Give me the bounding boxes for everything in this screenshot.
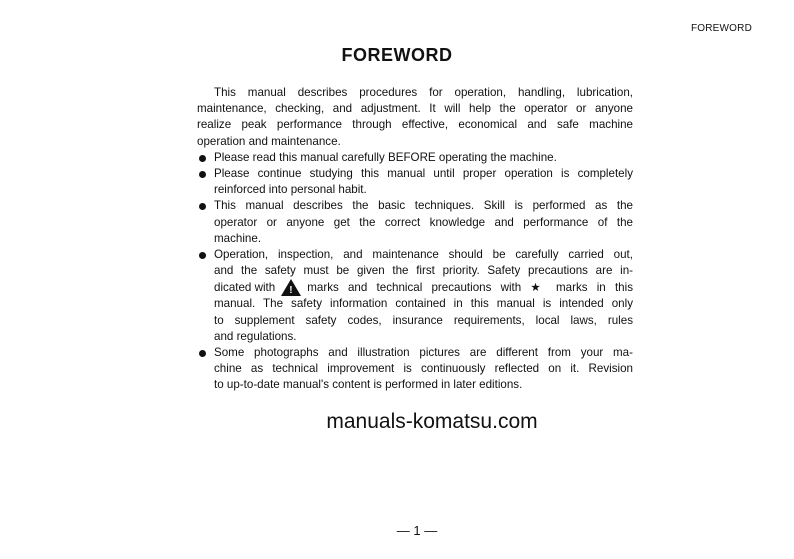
page-title: FOREWORD (341, 45, 453, 65)
bullet-icon (199, 350, 206, 357)
text-line: Operation, inspection, and maintenance should be carefully carried out, (214, 248, 633, 262)
text-fragment: marks and technical precautions with ★ marks in this (307, 280, 633, 294)
bullet-icon (199, 252, 206, 259)
text-line: to supplement safety codes, insurance requirements, local laws, rules (214, 313, 633, 327)
text-line: operation and maintenance. (197, 134, 341, 148)
text-line: Please continue studying this manual until proper operation is completely (214, 167, 633, 181)
text-line: Some photographs and illustration pictures are different from your ma- (214, 346, 633, 360)
text-line: Please read this manual carefully BEFORE operating the machine. (214, 150, 557, 164)
watermark-link[interactable]: manuals-komatsu.com (326, 410, 538, 433)
warning-triangle-icon: ! (281, 279, 301, 296)
text-line: and the safety must be given the first priority. Safety precautions are in- (214, 264, 633, 278)
text-line: chine as technical improvement is continuously reflected on it. Revision (214, 362, 633, 376)
text-fragment: dicated with (214, 280, 276, 294)
bullet-item (197, 198, 633, 247)
bullet-item (197, 247, 633, 345)
text-line: machine. (214, 231, 262, 245)
text-line: to up-to-date manual's content is performed in later editions. (214, 378, 523, 392)
intro-paragraph (197, 85, 633, 150)
page-number: — 1 — (396, 523, 438, 538)
text-line-with-warning (214, 279, 633, 296)
bullet-icon (199, 155, 206, 162)
text-line: operator or anyone get the correct knowledge and performance of the (214, 215, 633, 229)
bullet-item (197, 150, 633, 166)
text-line: This manual describes procedures for operation, handling, lubrication, (214, 86, 633, 99)
text-line: and regulations. (214, 329, 297, 343)
bullet-item (197, 345, 633, 394)
foreword-body (197, 85, 633, 394)
bullet-icon (199, 203, 206, 210)
bullet-icon (199, 171, 206, 178)
text-line: manual. The safety information contained in this manual is intended only (214, 297, 633, 311)
text-line: reinforced into personal habit. (214, 183, 367, 197)
text-line: This manual describes the basic techniques. Skill is performed as the (214, 199, 633, 213)
running-header: FOREWORD (690, 23, 752, 34)
text-line: maintenance, checking, and adjustment. It will help the operator or anyone (197, 102, 633, 116)
text-line: realize peak performance through effective, economical and safe machine (197, 118, 633, 132)
bullet-item (197, 166, 633, 198)
